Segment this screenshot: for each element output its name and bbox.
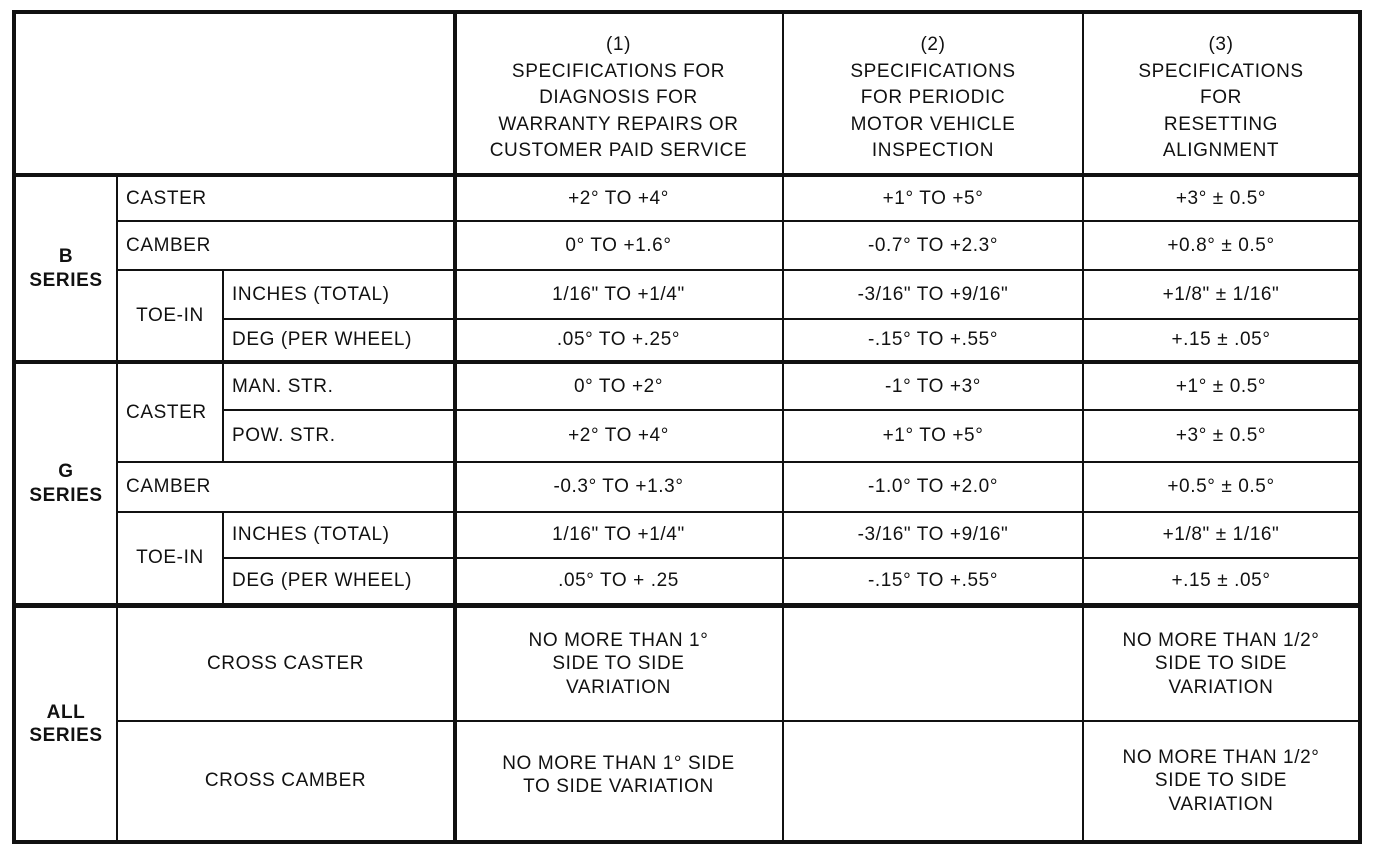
cross-spec-table bbox=[12, 604, 1362, 844]
b-toe-deg-col1: .05° TO +.25° bbox=[556, 329, 681, 351]
g-caster-pow-label: POW. STR. bbox=[232, 425, 336, 447]
b-camber-col1: 0° TO +1.6° bbox=[565, 234, 672, 256]
g-toe-deg-col1: .05° TO + .25 bbox=[558, 570, 679, 592]
cross-caster-col1: NO MORE THAN 1° SIDE TO SIDE VARIATION bbox=[528, 630, 709, 698]
g-toe-deg-col2: -.15° TO +.55° bbox=[867, 570, 999, 592]
g-caster-man-col3: +1° ± 0.5° bbox=[1175, 375, 1267, 397]
g-toe-deg-col3: +.15 ± .05° bbox=[1171, 570, 1271, 592]
cross-camber-col3: NO MORE THAN 1/2° SIDE TO SIDE VARIATION bbox=[1122, 747, 1320, 815]
g-caster-man-col1: 0° TO +2° bbox=[573, 375, 664, 397]
b-caster-col3: +3° ± 0.5° bbox=[1175, 187, 1267, 209]
cross-camber-col1: NO MORE THAN 1° SIDE TO SIDE VARIATION bbox=[502, 752, 735, 797]
b-toe-inches-label: INCHES (TOTAL) bbox=[232, 283, 390, 305]
b-toe-in-label: TOE-IN bbox=[136, 304, 204, 326]
b-camber-col3: +0.8° ± 0.5° bbox=[1167, 234, 1275, 256]
header-col2: (2) SPECIFICATIONS FOR PERIODIC MOTOR VEHICLE INSPECTION bbox=[850, 34, 1016, 162]
g-toe-in-label: TOE-IN bbox=[136, 547, 204, 569]
g-toe-deg-label: DEG (PER WHEEL) bbox=[232, 570, 413, 592]
b-toe-deg-col3: +.15 ± .05° bbox=[1171, 329, 1271, 351]
g-caster-man-label: MAN. STR. bbox=[232, 375, 334, 397]
g-camber-col2: -1.0° TO +2.0° bbox=[867, 476, 999, 498]
b-toe-inches-col2: -3/16" TO +9/16" bbox=[857, 283, 1009, 305]
header-col3: (3) SPECIFICATIONS FOR RESETTING ALIGNMENT bbox=[1138, 34, 1304, 162]
b-toe-inches-col3: +1/8" ± 1/16" bbox=[1162, 283, 1280, 305]
b-caster-col1: +2° TO +4° bbox=[568, 187, 669, 209]
cross-caster-label: CROSS CASTER bbox=[206, 653, 365, 675]
cross-camber-col2 bbox=[784, 722, 1082, 840]
g-caster-pow-col3: +3° ± 0.5° bbox=[1175, 425, 1267, 447]
g-caster-pow-col1: +2° TO +4° bbox=[568, 425, 669, 447]
b-camber-col2: -0.7° TO +2.3° bbox=[867, 234, 999, 256]
g-camber-label: CAMBER bbox=[126, 476, 211, 498]
g-toe-inches-col2: -3/16" TO +9/16" bbox=[857, 524, 1009, 546]
b-toe-deg-label: DEG (PER WHEEL) bbox=[232, 329, 413, 351]
b-camber-label: CAMBER bbox=[126, 234, 211, 256]
alignment-spec-table bbox=[12, 10, 1362, 607]
g-caster-label: CASTER bbox=[126, 401, 207, 423]
cross-caster-col3: NO MORE THAN 1/2° SIDE TO SIDE VARIATION bbox=[1122, 630, 1320, 698]
b-caster-col2: +1° TO +5° bbox=[882, 187, 984, 209]
g-caster-pow-col2: +1° TO +5° bbox=[882, 425, 984, 447]
b-series-label: B SERIES bbox=[29, 246, 103, 291]
g-caster-man-col2: -1° TO +3° bbox=[884, 375, 981, 397]
g-toe-inches-col1: 1/16" TO +1/4" bbox=[552, 524, 685, 546]
cross-camber-label: CROSS CAMBER bbox=[204, 770, 367, 792]
header-col1: (1) SPECIFICATIONS FOR DIAGNOSIS FOR WARRANTY REPAIRS OR CUSTOMER PAID SERVICE bbox=[489, 34, 748, 162]
b-caster-label: CASTER bbox=[126, 187, 207, 209]
g-camber-col3: +0.5° ± 0.5° bbox=[1167, 476, 1275, 498]
g-camber-col1: -0.3° TO +1.3° bbox=[553, 476, 684, 498]
g-toe-inches-col3: +1/8" ± 1/16" bbox=[1162, 524, 1280, 546]
g-series-label: G SERIES bbox=[29, 461, 103, 506]
cross-caster-col2 bbox=[784, 608, 1082, 720]
b-toe-inches-col1: 1/16" TO +1/4" bbox=[552, 283, 685, 305]
b-toe-deg-col2: -.15° TO +.55° bbox=[867, 329, 999, 351]
all-series-label: ALL SERIES bbox=[29, 701, 103, 746]
g-toe-inches-label: INCHES (TOTAL) bbox=[232, 524, 390, 546]
